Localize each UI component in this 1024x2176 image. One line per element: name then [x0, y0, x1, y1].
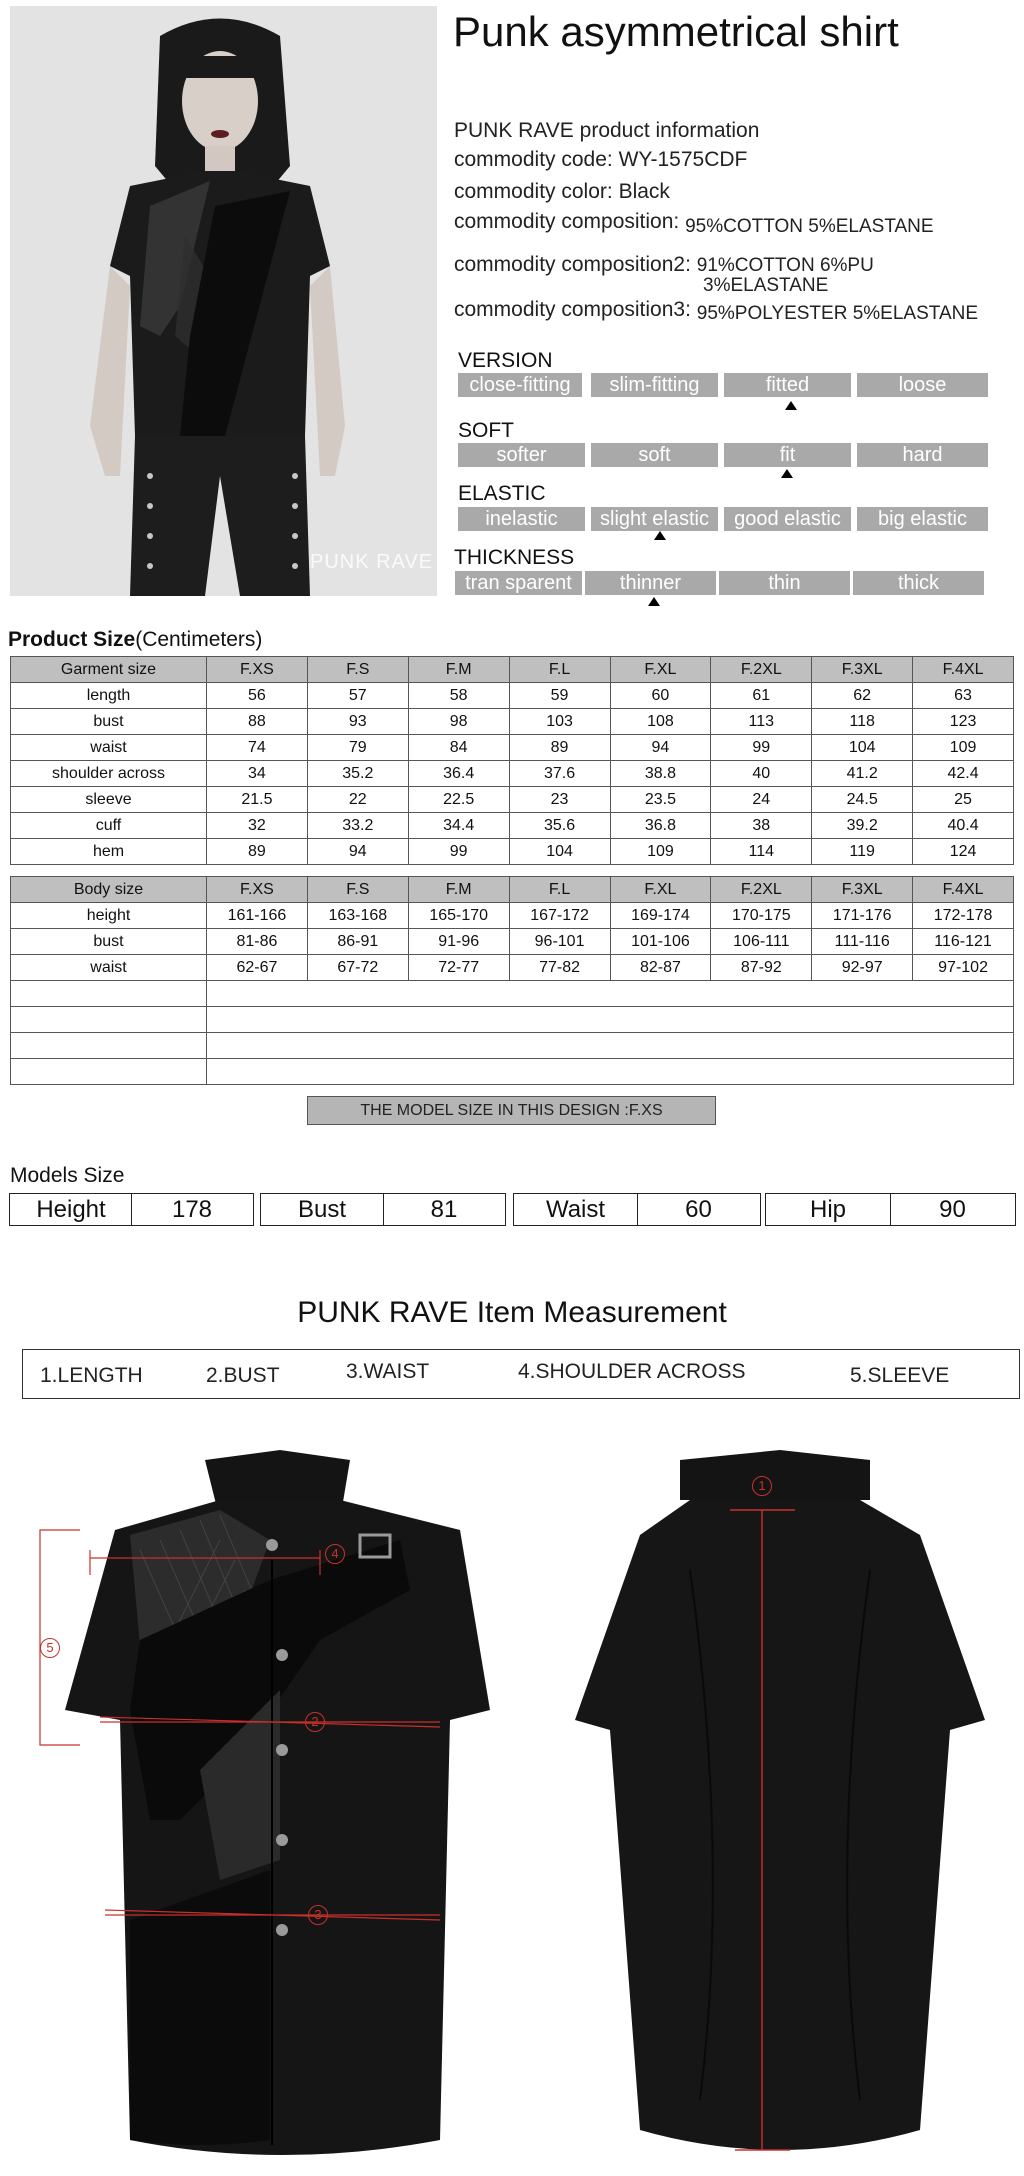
empty-cell	[207, 1059, 1014, 1085]
value-cell: 74	[207, 735, 308, 761]
model-hip-label: Hip	[809, 1196, 846, 1223]
value-cell: 84	[408, 735, 509, 761]
value-cell: 23	[509, 787, 610, 813]
thickness-label: THICKNESS	[454, 546, 575, 569]
value-cell: 108	[610, 709, 711, 735]
value-cell: 109	[913, 735, 1014, 761]
header-cell: F.XS	[207, 657, 308, 683]
value-cell: 99	[408, 839, 509, 865]
model-height-label: Height	[36, 1196, 106, 1223]
header-cell: F.3XL	[812, 877, 913, 903]
header-cell: F.2XL	[711, 877, 812, 903]
value-cell: 41.2	[812, 761, 913, 787]
value-cell: 60	[610, 683, 711, 709]
table-row	[11, 735, 1014, 761]
header-cell: Body size	[11, 877, 207, 903]
value-cell: 114	[711, 839, 812, 865]
model-size-note: THE MODEL SIZE IN THIS DESIGN :F.XS	[307, 1096, 716, 1125]
value-cell: 38	[711, 813, 812, 839]
header-cell: Garment size	[11, 657, 207, 683]
header-cell: F.L	[509, 657, 610, 683]
header-cell: F.4XL	[913, 657, 1014, 683]
table-header-row	[11, 657, 1014, 683]
commodity-code	[454, 148, 747, 172]
measurement-item: 3.WAIST	[346, 1360, 430, 1383]
commodity-color	[454, 180, 670, 204]
value-cell: 59	[509, 683, 610, 709]
shirt-front-illustration	[20, 1440, 500, 2160]
model-bust-value: 81	[430, 1196, 458, 1223]
value-cell: 35.2	[307, 761, 408, 787]
value-cell: 98	[408, 709, 509, 735]
table-row	[11, 787, 1014, 813]
garment-back-image	[530, 1440, 1020, 2160]
value-cell: 101-106	[610, 929, 711, 955]
comp1-value: 95%COTTON 5%ELASTANE	[685, 216, 934, 237]
empty-cell	[207, 1007, 1014, 1033]
value-cell: 42.4	[913, 761, 1014, 787]
color-value: Black	[618, 180, 670, 203]
version-label: VERSION	[458, 349, 553, 372]
table-row	[11, 903, 1014, 929]
thickness-option: thinner	[585, 571, 716, 595]
value-cell: 104	[812, 735, 913, 761]
product-size-body	[11, 683, 1014, 865]
model-waist-label: Waist	[545, 1196, 606, 1223]
model-illustration	[10, 6, 437, 596]
value-cell: 32	[207, 813, 308, 839]
value-cell: 118	[812, 709, 913, 735]
models-size-title: Models Size	[10, 1164, 125, 1187]
empty-cell	[207, 1033, 1014, 1059]
value-cell: 93	[307, 709, 408, 735]
value-cell: 167-172	[509, 903, 610, 929]
photo-watermark: PUNK RAVE	[310, 551, 434, 573]
row-label-cell: hem	[11, 839, 207, 865]
value-cell: 57	[307, 683, 408, 709]
table-row	[11, 955, 1014, 981]
value-cell: 86-91	[307, 929, 408, 955]
measurement-item: 2.BUST	[206, 1364, 280, 1387]
elastic-selected-marker	[654, 531, 666, 540]
soft-label: SOFT	[458, 419, 514, 442]
marker-length: 1	[752, 1476, 772, 1496]
value-cell: 94	[307, 839, 408, 865]
value-cell: 96-101	[509, 929, 610, 955]
commodity-composition-3	[454, 298, 978, 322]
row-label-cell: length	[11, 683, 207, 709]
value-cell: 34.4	[408, 813, 509, 839]
color-label: commodity color:	[454, 180, 613, 203]
soft-option: softer	[458, 443, 585, 467]
value-cell: 170-175	[711, 903, 812, 929]
measurement-item: 4.SHOULDER ACROSS	[518, 1360, 746, 1383]
value-cell: 123	[913, 709, 1014, 735]
elastic-option: big elastic	[857, 507, 988, 531]
empty-row	[11, 1007, 1014, 1033]
value-cell: 36.4	[408, 761, 509, 787]
garment-front-image	[20, 1440, 500, 2160]
table-header-row	[11, 877, 1014, 903]
version-option: fitted	[724, 373, 851, 397]
value-cell: 58	[408, 683, 509, 709]
row-label-cell: sleeve	[11, 787, 207, 813]
header-cell: F.4XL	[913, 877, 1014, 903]
value-cell: 23.5	[610, 787, 711, 813]
elastic-label: ELASTIC	[458, 482, 546, 505]
marker-shoulder-across: 4	[325, 1544, 345, 1564]
soft-option: hard	[857, 443, 988, 467]
commodity-composition-1	[454, 210, 934, 237]
thickness-option: thick	[853, 571, 984, 595]
model-bust-label: Bust	[297, 1196, 347, 1223]
comp3-label: commodity composition3:	[454, 298, 691, 321]
header-cell: F.M	[408, 657, 509, 683]
version-option: slim-fitting	[591, 373, 718, 397]
value-cell: 92-97	[812, 955, 913, 981]
value-cell: 82-87	[610, 955, 711, 981]
value-cell: 99	[711, 735, 812, 761]
value-cell: 63	[913, 683, 1014, 709]
comp1-label: commodity composition:	[454, 210, 680, 233]
value-cell: 62	[812, 683, 913, 709]
header-cell: F.3XL	[812, 657, 913, 683]
table-row	[11, 839, 1014, 865]
value-cell: 172-178	[913, 903, 1014, 929]
measurement-item: 1.LENGTH	[40, 1364, 143, 1387]
value-cell: 163-168	[307, 903, 408, 929]
soft-selected-marker	[781, 469, 793, 478]
value-cell: 91-96	[408, 929, 509, 955]
value-cell: 165-170	[408, 903, 509, 929]
model-waist-value: 60	[685, 1196, 712, 1223]
value-cell: 24	[711, 787, 812, 813]
header-cell: F.2XL	[711, 657, 812, 683]
table-row	[11, 761, 1014, 787]
value-cell: 56	[207, 683, 308, 709]
header-cell: F.S	[307, 877, 408, 903]
marker-sleeve: 5	[40, 1638, 60, 1658]
value-cell: 34	[207, 761, 308, 787]
marker-bust: 2	[305, 1712, 325, 1732]
product-size-heading: Product Size	[8, 628, 136, 651]
value-cell: 89	[509, 735, 610, 761]
empty-row	[11, 1033, 1014, 1059]
comp2-value-2: 3%ELASTANE	[703, 275, 829, 296]
value-cell: 25	[913, 787, 1014, 813]
product-size-title	[8, 628, 262, 652]
value-cell: 61	[711, 683, 812, 709]
header-cell: F.XL	[610, 657, 711, 683]
soft-option: soft	[591, 443, 718, 467]
value-cell: 161-166	[207, 903, 308, 929]
value-cell: 97-102	[913, 955, 1014, 981]
product-size-table	[10, 656, 1014, 865]
value-cell: 40	[711, 761, 812, 787]
value-cell: 72-77	[408, 955, 509, 981]
value-cell: 35.6	[509, 813, 610, 839]
value-cell: 22.5	[408, 787, 509, 813]
elastic-option: slight elastic	[591, 507, 718, 531]
value-cell: 111-116	[812, 929, 913, 955]
value-cell: 36.8	[610, 813, 711, 839]
table-row	[11, 709, 1014, 735]
value-cell: 104	[509, 839, 610, 865]
row-label-cell: height	[11, 903, 207, 929]
empty-cell	[11, 1007, 207, 1033]
row-label-cell: bust	[11, 929, 207, 955]
value-cell: 39.2	[812, 813, 913, 839]
value-cell: 81-86	[207, 929, 308, 955]
thickness-option: tran sparent	[455, 571, 582, 595]
value-cell: 124	[913, 839, 1014, 865]
row-label-cell: cuff	[11, 813, 207, 839]
value-cell: 89	[207, 839, 308, 865]
product-title: Punk asymmetrical shirt	[453, 8, 899, 55]
info-heading: PUNK RAVE product information	[454, 119, 760, 142]
shirt-back-illustration	[530, 1440, 1020, 2160]
value-cell: 22	[307, 787, 408, 813]
empty-cell	[11, 1033, 207, 1059]
value-cell: 87-92	[711, 955, 812, 981]
measurement-title: PUNK RAVE Item Measurement	[297, 1296, 727, 1329]
value-cell: 24.5	[812, 787, 913, 813]
comp2-value-1: 91%COTTON 6%PU	[696, 255, 874, 276]
measurement-item: 5.SLEEVE	[850, 1364, 950, 1387]
value-cell: 77-82	[509, 955, 610, 981]
header-cell: F.M	[408, 877, 509, 903]
version-option: close-fitting	[458, 373, 582, 397]
elastic-option: inelastic	[458, 507, 585, 531]
empty-cell	[11, 1059, 207, 1085]
header-cell: F.S	[307, 657, 408, 683]
code-value: WY-1575CDF	[618, 148, 748, 171]
table-row	[11, 929, 1014, 955]
comp2-label: commodity composition2:	[454, 253, 691, 276]
value-cell: 38.8	[610, 761, 711, 787]
model-hip-value: 90	[939, 1196, 966, 1223]
row-label-cell: shoulder across	[11, 761, 207, 787]
value-cell: 94	[610, 735, 711, 761]
value-cell: 103	[509, 709, 610, 735]
table-row	[11, 813, 1014, 839]
thickness-selected-marker	[648, 597, 660, 606]
value-cell: 88	[207, 709, 308, 735]
marker-waist: 3	[308, 1905, 328, 1925]
empty-cell	[207, 981, 1014, 1007]
body-size-table	[10, 876, 1014, 1085]
version-option: loose	[857, 373, 988, 397]
header-cell: F.L	[509, 877, 610, 903]
header-cell: F.XS	[207, 877, 308, 903]
code-label: commodity code:	[454, 148, 613, 171]
value-cell: 40.4	[913, 813, 1014, 839]
value-cell: 37.6	[509, 761, 610, 787]
comp3-value: 95%POLYESTER 5%ELASTANE	[696, 303, 979, 324]
value-cell: 79	[307, 735, 408, 761]
model-height-value: 178	[171, 1196, 213, 1223]
row-label-cell: bust	[11, 709, 207, 735]
value-cell: 67-72	[307, 955, 408, 981]
version-selected-marker	[785, 401, 797, 410]
soft-option: fit	[724, 443, 851, 467]
header-cell: F.XL	[610, 877, 711, 903]
value-cell: 109	[610, 839, 711, 865]
model-photo	[10, 6, 437, 596]
empty-row	[11, 981, 1014, 1007]
row-label-cell: waist	[11, 735, 207, 761]
value-cell: 21.5	[207, 787, 308, 813]
value-cell: 116-121	[913, 929, 1014, 955]
value-cell: 62-67	[207, 955, 308, 981]
elastic-option: good elastic	[724, 507, 851, 531]
value-cell: 106-111	[711, 929, 812, 955]
value-cell: 169-174	[610, 903, 711, 929]
value-cell: 33.2	[307, 813, 408, 839]
empty-row	[11, 1059, 1014, 1085]
commodity-composition-2	[454, 253, 874, 277]
body-size-body	[11, 903, 1014, 1085]
product-size-unit: (Centimeters)	[135, 628, 263, 651]
row-label-cell: waist	[11, 955, 207, 981]
empty-cell	[11, 981, 207, 1007]
value-cell: 171-176	[812, 903, 913, 929]
value-cell: 113	[711, 709, 812, 735]
table-row	[11, 683, 1014, 709]
value-cell: 119	[812, 839, 913, 865]
thickness-option: thin	[719, 571, 850, 595]
